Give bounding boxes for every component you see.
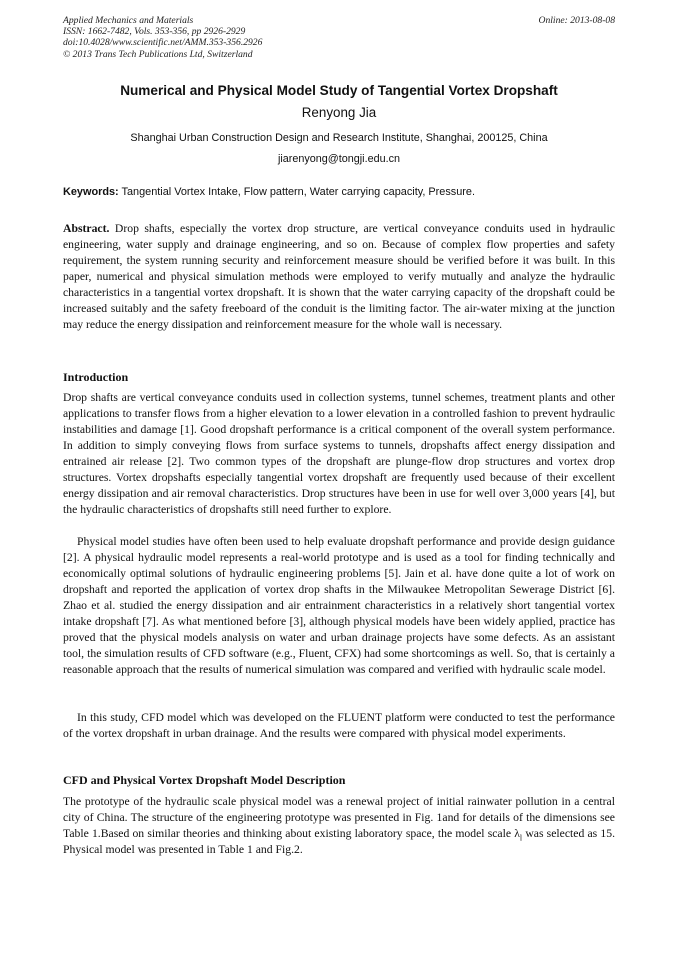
abstract-text: Drop shafts, especially the vortex drop structure, are vertical conveyance conduits used in hydraulic engineering, water supply and drainage engineering, and so on. Because of complex flow properties and safety requirement, the system running security and reinforcement measure should be verified before it was built. In this paper, numerical and physical simulation methods were employed to verify mutually and analyze the hydraulic characteristics in a tangential vortex dropshaft. It is shown that the water carrying capacity of the dropshaft could be increased suitably and the safety freeboard of the conduit is the limiting factor. The air-water mixing at the junction may reduce the energy dissipation and reinforcement measure for the whole wall is necessary.	[63, 222, 615, 331]
journal-name: Applied Mechanics and Materials	[63, 15, 194, 26]
keywords	[63, 185, 615, 199]
abstract-label: Abstract.	[63, 222, 110, 235]
keywords-text: Tangential Vortex Intake, Flow pattern, Water carrying capacity, Pressure.	[118, 186, 476, 198]
author-affiliation: Shanghai Urban Construction Design and Research Institute, Shanghai, 200125, China	[130, 132, 548, 144]
abstract	[63, 221, 615, 333]
author-email: jiarenyong@tongji.edu.cn	[277, 153, 400, 165]
introduction-paragraph-1: Drop shafts are vertical conveyance conduits used in collection systems, tunnel schemes, treatment plants and other applications to transfer flows from a higher elevation to a lower elevation in a controlled fashion to prevent hydraulic instabilities and damage [1]. Good dropshaft performance is a critical component of the overall system performance. In addition to simply conveying flows from surface systems to tunnels, dropshafts affect energy dissipation and entrained air release [2]. Two common types of the dropshaft are plunge-flow drop structures and vortex drop structures. Vortex dropshafts especially tangential vortex dropshaft are frequently used because of their excellent energy dissipation and air removal characteristics. Drop structures have been in use for well over 3,000 years [4], but the hydraulic characteristics of dropshafts still need further to explore.	[63, 391, 615, 516]
cfd-section-heading: CFD and Physical Vortex Dropshaft Model Description	[63, 773, 346, 787]
cfd-text-before: The prototype of the hydraulic scale physical model was a renewal project of initial rainwater pollution in a central city of China. The structure of the engineering prototype was presented in Fig. 1and for details of the dimensions see Table 1.Based on similar theories and thinking about existing laboratory space, the model scale λ	[63, 795, 615, 840]
introduction-paragraph-2: Physical model studies have often been used to help evaluate dropshaft performance and provide design guidance [2]. A physical hydraulic model represents a real-world prototype and is used as a tool for finding technically and economically optimal solutions of hydraulic engineering problems [5]. Jain et al. have done quite a lot of work on dropshaft and reported the application of vortex drop shafts in the Milwaukee Metropolitan Sewerage District [6]. Zhao et al. studied the energy dissipation and air entrainment characteristics in a relatively short tangential vortex intake dropshaft [7]. As what mentioned before [3], although physical models have been widely applied, practice has proved that the physical models analysis on water and urban drainage projects have some defects. As an assistant tool, the simulation results of CFD software (e.g., Fluent, CFX) had some shortcomings as well. So, that is certainly a reasonable approach that the results of numerical simulation was compared and verified with hydraulic scale model.	[63, 535, 615, 676]
publication-info	[63, 15, 262, 60]
issn-line: ISSN: 1662-7482, Vols. 353-356, pp 2926-2929	[63, 26, 246, 38]
introduction-paragraph-3: In this study, CFD model which was developed on the FLUENT platform were conducted to test the performance of the vortex dropshaft in urban drainage. And the results were compared with physical model experiments.	[63, 711, 615, 740]
online-date: Online: 2013-08-08	[538, 15, 615, 26]
copyright-line: © 2013 Trans Tech Publications Ltd, Switzerland	[63, 48, 253, 60]
doi-line: doi:10.4028/www.scientific.net/AMM.353-356.2926	[63, 37, 263, 49]
keywords-label: Keywords:	[63, 186, 119, 198]
cfd-text-after: was selected as 15. Physical model was presented in Table 1 and Fig.2.	[63, 826, 615, 856]
introduction-heading: Introduction	[63, 370, 129, 384]
author-name: Renyong Jia	[301, 105, 377, 120]
paper-title: Numerical and Physical Model Study of Tangential Vortex Dropshaft	[120, 83, 558, 98]
scale-subscript: l	[519, 833, 523, 843]
cfd-section-paragraph-1	[63, 794, 615, 858]
